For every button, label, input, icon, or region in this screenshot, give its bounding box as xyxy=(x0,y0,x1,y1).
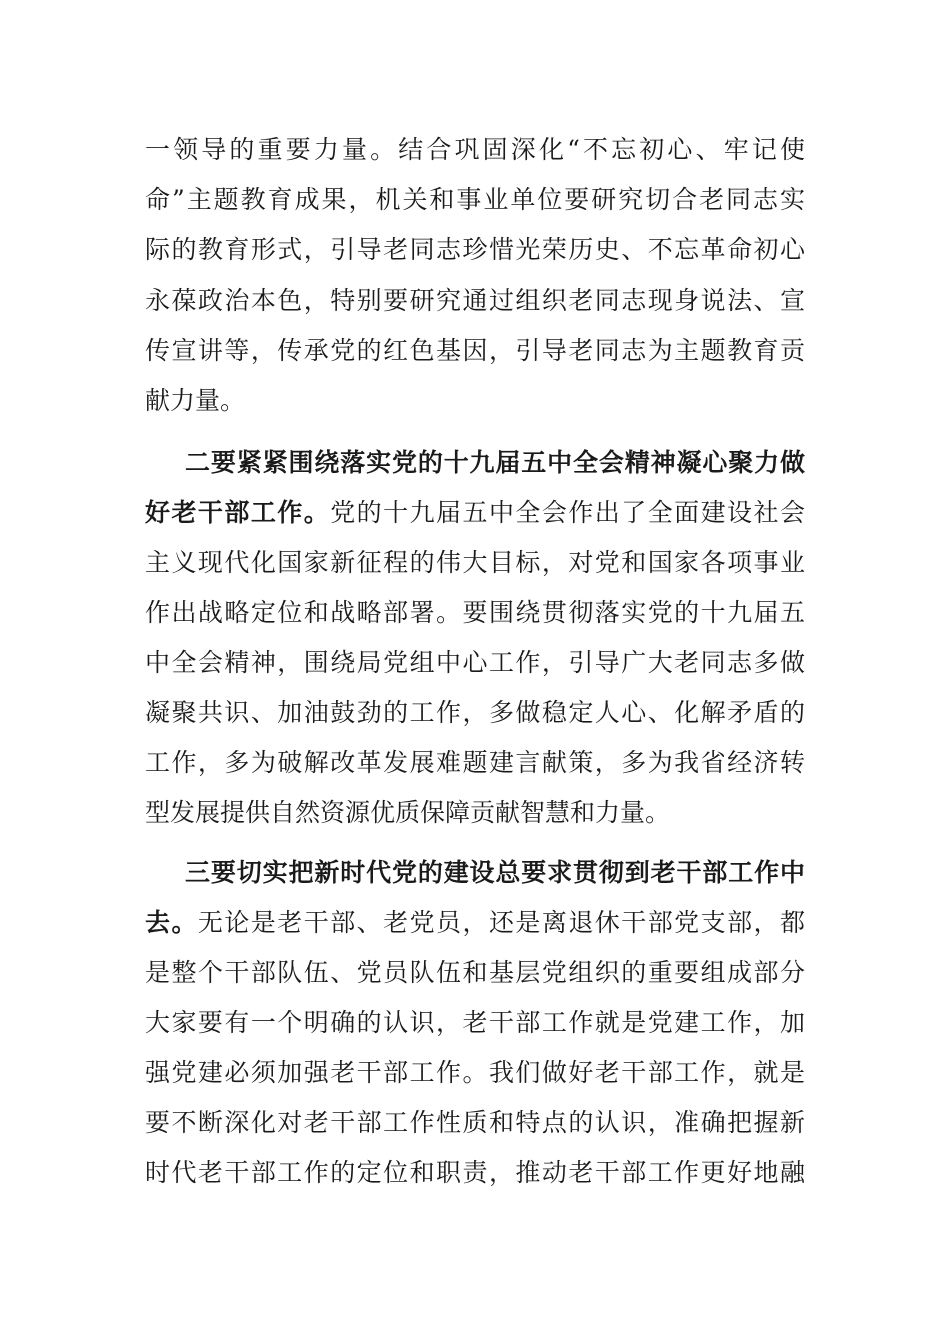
paragraph-3-line-5 xyxy=(145,1053,805,1093)
paragraph-2-line-4 xyxy=(145,593,805,633)
line-text-bold: 三要切实把新时代党的建设总要求贯彻到老干部工作中 xyxy=(185,858,805,887)
line-text: 际的教育形式，引导老同志珍惜光荣历史、不忘革命初心 xyxy=(145,235,805,264)
paragraph-1-line-4 xyxy=(145,281,805,321)
paragraph-1-line-2 xyxy=(145,180,805,220)
line-text: 工作，多为破解改革发展难题建言献策，多为我省经济转 xyxy=(145,748,805,777)
paragraph-2-line-7 xyxy=(145,743,805,783)
line-text: 大家要有一个明确的认识，老干部工作就是党建工作，加 xyxy=(145,1008,805,1037)
paragraph-3-line-6 xyxy=(145,1103,805,1143)
line-text: 中全会精神，围绕局党组中心工作，引导广大老同志多做 xyxy=(145,648,805,677)
line-text: 永葆政治本色，特别要研究通过组织老同志现身说法、宣 xyxy=(145,286,805,315)
line-text: 主义现代化国家新征程的伟大目标，对党和国家各项事业 xyxy=(145,548,805,577)
line-text-bold: 去。 xyxy=(145,908,198,937)
paragraph-2-heading-line-1 xyxy=(185,443,805,483)
line-text: 作出战略定位和战略部署。要围绕贯彻落实党的十九届五 xyxy=(145,598,805,627)
line-text: 献力量。 xyxy=(145,386,246,415)
line-text: 无论是老干部、老党员，还是离退休干部党支部，都 xyxy=(197,908,805,937)
paragraph-2-line-5 xyxy=(145,643,805,683)
line-text: 传宣讲等，传承党的红色基因，引导老同志为主题教育贡 xyxy=(145,336,805,365)
paragraph-3-line-2 xyxy=(145,903,805,943)
line-text-bold: 好老干部工作。 xyxy=(145,498,331,527)
paragraph-1-line-3 xyxy=(145,230,805,270)
line-text: 要不断深化对老干部工作性质和特点的认识，准确把握新 xyxy=(145,1108,805,1137)
line-text: 型发展提供自然资源优质保障贡献智慧和力量。 xyxy=(145,798,671,827)
line-text: 命”主题教育成果，机关和事业单位要研究切合老同志实 xyxy=(145,185,805,214)
paragraph-3-line-4 xyxy=(145,1003,805,1043)
line-text: 一领导的重要力量。结合巩固深化“不忘初心、牢记使 xyxy=(145,135,805,164)
line-text: 凝聚共识、加油鼓劲的工作，多做稳定人心、化解矛盾的 xyxy=(145,698,805,727)
paragraph-2-line-2 xyxy=(145,493,805,533)
line-text: 强党建必须加强老干部工作。我们做好老干部工作，就是 xyxy=(145,1058,805,1087)
line-text: 时代老干部工作的定位和职责，推动老干部工作更好地融 xyxy=(145,1158,805,1187)
paragraph-3-line-7 xyxy=(145,1153,805,1193)
paragraph-3-line-3 xyxy=(145,953,805,993)
paragraph-2-line-3 xyxy=(145,543,805,583)
paragraph-3-heading-line-1 xyxy=(185,853,805,893)
paragraph-2-line-8 xyxy=(145,793,805,833)
paragraph-1-line-1 xyxy=(145,130,805,170)
paragraph-1-line-5 xyxy=(145,331,805,371)
line-text: 是整个干部队伍、党员队伍和基层党组织的重要组成部分 xyxy=(145,958,805,987)
paragraph-1-line-6 xyxy=(145,381,805,421)
line-text: 党的十九届五中全会作出了全面建设社会 xyxy=(330,498,805,527)
line-text-bold: 二要紧紧围绕落实党的十九届五中全会精神凝心聚力做 xyxy=(185,448,805,477)
paragraph-2-line-6 xyxy=(145,693,805,733)
